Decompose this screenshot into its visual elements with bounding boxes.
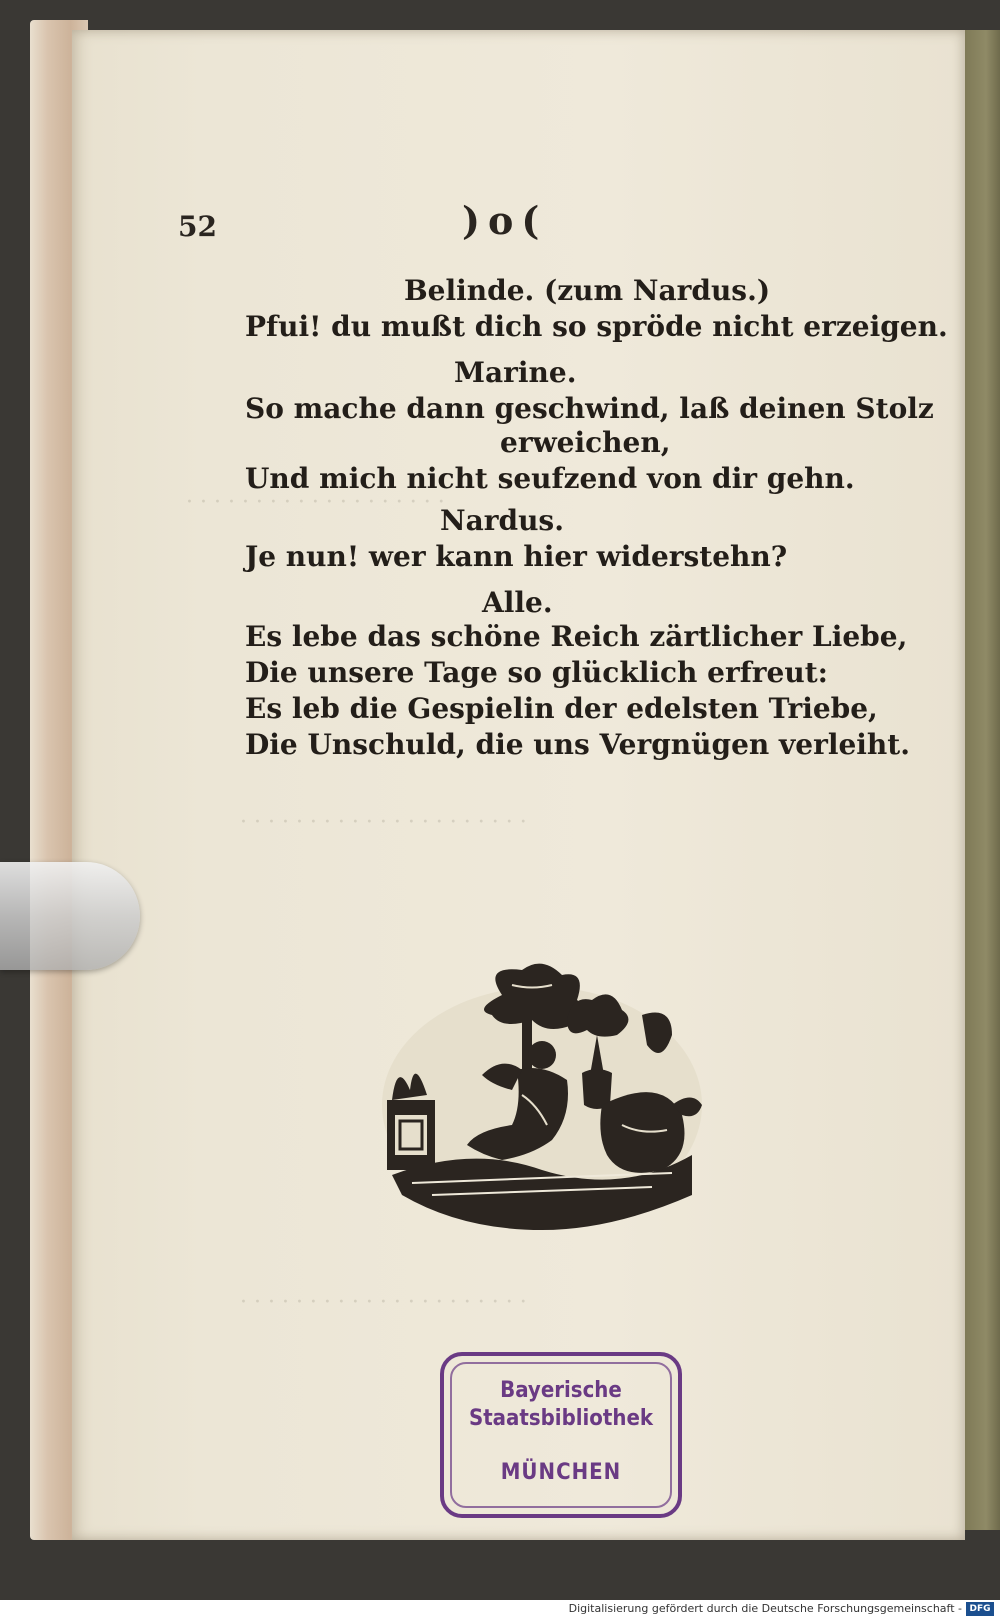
- bleed-through-text: · · · · · · · · · · · · · · · · · · ·: [186, 490, 445, 515]
- verse-line: Und mich nicht seufzend von dir gehn.: [245, 462, 855, 495]
- verse-line: So mache dann geschwind, laß deinen Stolz: [245, 392, 934, 425]
- bleed-through-text: · · · · · · · · · · · · · · · · · · · · ·: [240, 1290, 527, 1315]
- verse-line: Die Unschuld, die uns Vergnügen verleiht.: [245, 728, 910, 761]
- bleed-through-text: · · · · · · · · · · · · · · · · · · · · ·: [240, 810, 527, 835]
- speaker-belinde: Belinde. (zum Nardus.): [404, 274, 771, 307]
- verse-line: Je nun! wer kann hier widerstehn?: [245, 540, 788, 573]
- speaker-marine: Marine.: [454, 356, 577, 389]
- scanner-clip: [0, 862, 140, 970]
- header-ornament: )o(: [462, 198, 548, 243]
- verse-line-continuation: erweichen,: [500, 426, 671, 459]
- book-cover-edge: [965, 30, 1000, 1530]
- stamp-line-3: MÜNCHEN: [500, 1460, 622, 1485]
- woodcut-vignette-illustration: [372, 955, 712, 1235]
- verse-line: Es lebe das schöne Reich zärtlicher Liebe,: [245, 620, 908, 653]
- page-number: 52: [178, 210, 217, 243]
- library-stamp: [440, 1352, 682, 1518]
- verse-line: Pfui! du mußt dich so spröde nicht erzeigen.: [245, 310, 948, 343]
- footer-credit: Digitalisierung gefördert durch die Deutsche Forschungsgemeinschaft -: [568, 1602, 962, 1615]
- stamp-line-2: Staatsbibliothek: [468, 1406, 654, 1431]
- dfg-logo: DFG: [966, 1602, 994, 1616]
- verse-line: Die unsere Tage so glücklich erfreut:: [245, 656, 828, 689]
- speaker-alle: Alle.: [482, 586, 553, 619]
- stamp-line-1: Bayerische: [500, 1378, 622, 1403]
- speaker-nardus: Nardus.: [440, 504, 564, 537]
- verse-line: Es leb die Gespielin der edelsten Triebe,: [245, 692, 878, 725]
